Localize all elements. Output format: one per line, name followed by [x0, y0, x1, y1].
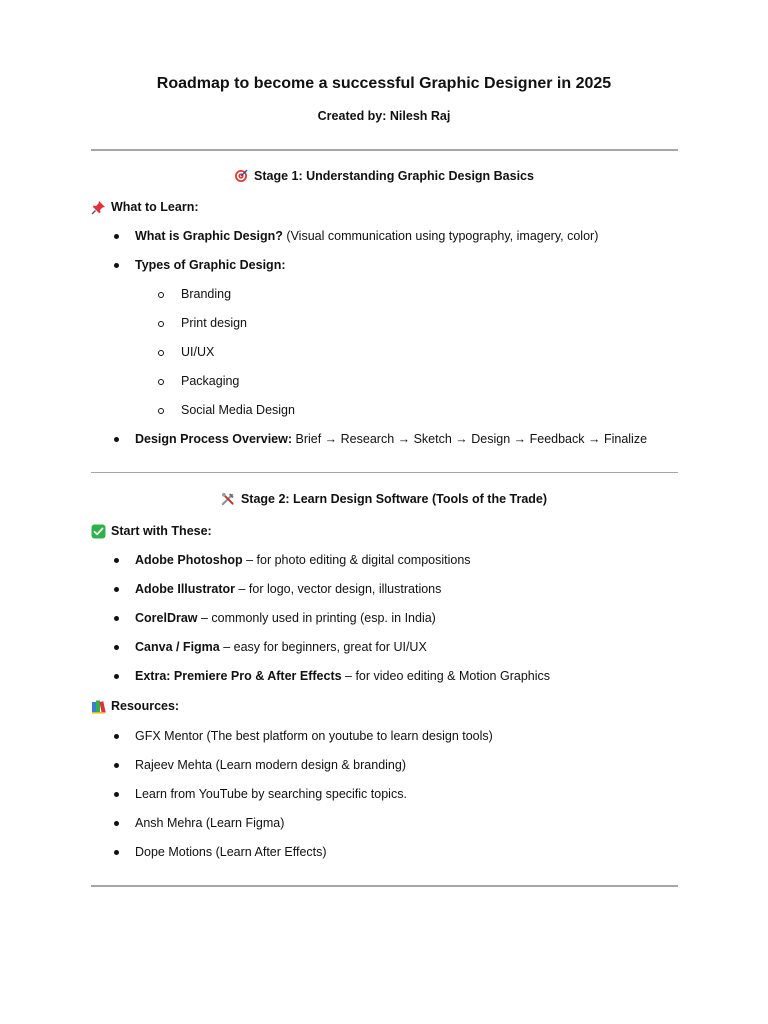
sub-list-item: Social Media Design	[181, 403, 295, 417]
document-author: Created by: Nilesh Raj	[317, 109, 451, 123]
divider	[91, 149, 678, 151]
list-bullet	[114, 850, 119, 855]
sub-bullet	[158, 321, 164, 327]
tools-icon	[221, 492, 235, 506]
start-with-these-heading	[91, 523, 212, 539]
tool-label: Adobe Photoshop	[135, 553, 243, 567]
sub-list-item: UI/UX	[181, 345, 215, 359]
resource-item: Rajeev Mehta (Learn modern design & branding)	[135, 758, 406, 772]
tool-label: Canva / Figma	[135, 640, 220, 654]
target-icon	[234, 169, 248, 183]
sub-bullet	[158, 350, 164, 356]
item-label: Design Process Overview:	[135, 432, 293, 446]
resource-item: GFX Mentor (The best platform on youtube to learn design tools)	[135, 729, 493, 743]
tool-text: – for photo editing & digital compositions	[242, 553, 471, 567]
resources-label: Resources:	[111, 699, 180, 713]
list-bullet	[114, 558, 119, 563]
list-bullet	[114, 821, 119, 826]
list-item	[135, 639, 427, 655]
sub-bullet	[158, 292, 164, 298]
resource-item: Learn from YouTube by searching specific topics.	[135, 787, 407, 801]
sub-list-item: Branding	[181, 287, 232, 301]
list-item	[135, 668, 550, 684]
tool-label: Extra: Premiere Pro & After Effects	[135, 669, 342, 683]
list-bullet	[114, 645, 119, 650]
stage-2-title: Stage 2: Learn Design Software (Tools of the Trade)	[240, 492, 548, 506]
resources-heading	[91, 698, 179, 714]
tool-text: – for logo, vector design, illustrations	[235, 582, 442, 596]
stage-1-title: Stage 1: Understanding Graphic Design Basics	[254, 169, 534, 183]
list-bullet	[114, 437, 119, 442]
item-text: (Visual communication using typography, imagery, color)	[282, 229, 599, 243]
list-bullet	[114, 734, 119, 739]
tool-text: – easy for beginners, great for UI/UX	[219, 640, 427, 654]
books-icon	[91, 699, 106, 714]
stage-2-heading	[0, 491, 768, 510]
list-item	[135, 431, 647, 447]
list-item	[135, 228, 598, 244]
resource-item: Dope Motions (Learn After Effects)	[135, 845, 327, 859]
stage-1-heading	[0, 168, 768, 187]
resource-item: Ansh Mehra (Learn Figma)	[135, 816, 285, 830]
pushpin-icon	[91, 200, 106, 215]
list-bullet	[114, 587, 119, 592]
tool-text: – for video editing & Motion Graphics	[341, 669, 551, 683]
sub-list-item: Packaging	[181, 374, 240, 388]
what-to-learn-label: What to Learn:	[111, 200, 199, 214]
check-mark-icon	[91, 524, 106, 539]
document-title: Roadmap to become a successful Graphic Designer in 2025	[156, 75, 612, 92]
item-label: What is Graphic Design?	[135, 229, 283, 243]
tool-text: – commonly used in printing (esp. in India)	[197, 611, 436, 625]
list-item	[135, 257, 286, 273]
list-bullet	[114, 616, 119, 621]
tool-label: CorelDraw	[135, 611, 198, 625]
divider	[91, 885, 678, 887]
divider	[91, 472, 678, 473]
tool-label: Adobe Illustrator	[135, 582, 236, 596]
start-with-these-label: Start with These:	[111, 524, 212, 538]
sub-list-item: Print design	[181, 316, 248, 330]
list-item	[135, 552, 471, 568]
list-bullet	[114, 674, 119, 679]
sub-bullet	[158, 379, 164, 385]
list-bullet	[114, 792, 119, 797]
list-bullet	[114, 263, 119, 268]
list-item	[135, 610, 436, 626]
list-bullet	[114, 763, 119, 768]
what-to-learn-heading	[91, 199, 199, 215]
list-bullet	[114, 234, 119, 239]
item-label: Types of Graphic Design:	[135, 258, 286, 272]
sub-bullet	[158, 408, 164, 414]
item-text: Brief → Research → Sketch → Design → Feedback → Finalize	[292, 432, 648, 446]
list-item	[135, 581, 441, 597]
